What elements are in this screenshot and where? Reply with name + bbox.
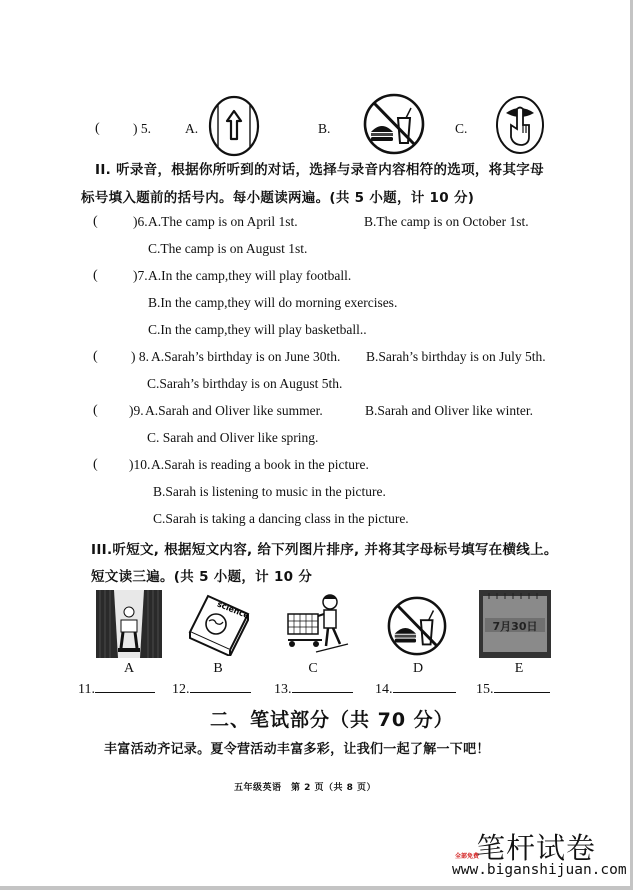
option-c: C.In the camp,they will play basketball.. [148, 322, 367, 337]
option-a: A.Sarah is reading a book in the picture. [151, 457, 369, 472]
page-footer: 五年级英语 第 2 页（共 8 页） [234, 783, 377, 793]
one-way-up-arrow-sign-icon [208, 95, 260, 157]
answer-paren-open: ( [93, 403, 98, 418]
bottom-border [0, 886, 633, 890]
answer-blank-11[interactable]: 11. [78, 680, 155, 698]
option-b: B.Sarah is listening to music in the picture. [153, 484, 386, 499]
answer-blank-13[interactable]: 13. [274, 680, 353, 698]
option-c: C.Sarah’s birthday is on August 5th. [147, 376, 343, 391]
answer-paren-open: ( [93, 268, 98, 283]
blank-line[interactable] [190, 680, 251, 693]
picture-label-a: A [123, 661, 135, 676]
option-b: B.Sarah and Oliver like winter. [365, 403, 533, 418]
picture-label-e: E [514, 661, 524, 676]
section-3-heading-line-2: 短文读三遍。(共 5 小题，计 10 分 [91, 569, 313, 585]
picture-label-c: C [308, 661, 318, 676]
option-b-label: B. [318, 121, 331, 136]
option-a: A.In the camp,they will play football. [148, 268, 352, 283]
science-book-picture [186, 592, 252, 656]
option-a: A.Sarah and Oliver like summer. [145, 403, 323, 418]
answer-blank-12[interactable]: 12. [172, 680, 251, 698]
boy-reading-in-library-picture [96, 590, 162, 658]
no-food-drink-sign-icon [362, 92, 426, 156]
question-number: ) 8. [131, 349, 149, 364]
written-part-title: 二、笔试部分（共 70 分） [210, 709, 454, 731]
boy-pushing-cart-picture [286, 592, 350, 658]
no-food-drink-sign-picture [386, 595, 448, 657]
question-number: ) 5. [133, 121, 151, 136]
written-part-intro: 丰富活动齐记录。夏令营活动丰富多彩，让我们一起了解一下吧！ [104, 742, 490, 757]
answer-paren-open: ( [93, 349, 98, 364]
blank-line[interactable] [292, 680, 353, 693]
option-c: C.Sarah is taking a dancing class in the picture. [153, 511, 409, 526]
svg-text:science: science [215, 599, 251, 621]
option-a-label: A. [185, 121, 199, 136]
watermark-brand: 笔杆试卷 [476, 831, 597, 865]
option-c: C.The camp is on August 1st. [148, 241, 308, 256]
blank-line[interactable] [95, 680, 155, 693]
question-number: )6. [133, 214, 148, 229]
watermark-url[interactable]: www.biganshijuan.com [452, 862, 627, 878]
blank-line[interactable] [494, 680, 550, 693]
picture-label-b: B [213, 661, 223, 676]
section-2-heading-line-2: 标号填入题前的括号内。每小题读两遍。(共 5 小题，计 10 分) [81, 190, 475, 206]
question-number: )7. [133, 268, 148, 283]
section-3-heading-line-1: III.听短文, 根据短文内容, 给下列图片排序, 并将其字母标号填写在横线上。 [91, 542, 558, 558]
answer-blank-14[interactable]: 14. [375, 680, 456, 698]
answer-paren-open: ( [93, 214, 98, 229]
picture-label-d: D [412, 661, 424, 676]
blank-line[interactable] [393, 680, 456, 693]
section-2-heading-line-1: II. 听录音，根据你所听到的对话，选择与录音内容相符的选项，将其字母 [95, 162, 544, 178]
answer-paren-open: ( [93, 457, 98, 472]
answer-blank-15[interactable]: 15. [476, 680, 550, 698]
watermark-tag: 全部免费 [455, 853, 480, 860]
option-a: A.The camp is on April 1st. [148, 214, 298, 229]
svg-text:7月30日: 7月30日 [492, 620, 538, 633]
question-number: )10. [129, 457, 151, 472]
calendar-7-30-picture [479, 590, 551, 658]
option-a: A.Sarah’s birthday is on June 30th. [151, 349, 341, 364]
option-b: B.In the camp,they will do morning exercises. [148, 295, 398, 310]
answer-paren-open: ( [95, 121, 100, 136]
option-b: B.Sarah’s birthday is on July 5th. [366, 349, 546, 364]
option-c-label: C. [455, 121, 468, 136]
option-c: C. Sarah and Oliver like spring. [147, 430, 319, 445]
option-b: B.The camp is on October 1st. [364, 214, 529, 229]
question-number: )9. [129, 403, 144, 418]
keep-quiet-sign-icon [495, 95, 545, 155]
